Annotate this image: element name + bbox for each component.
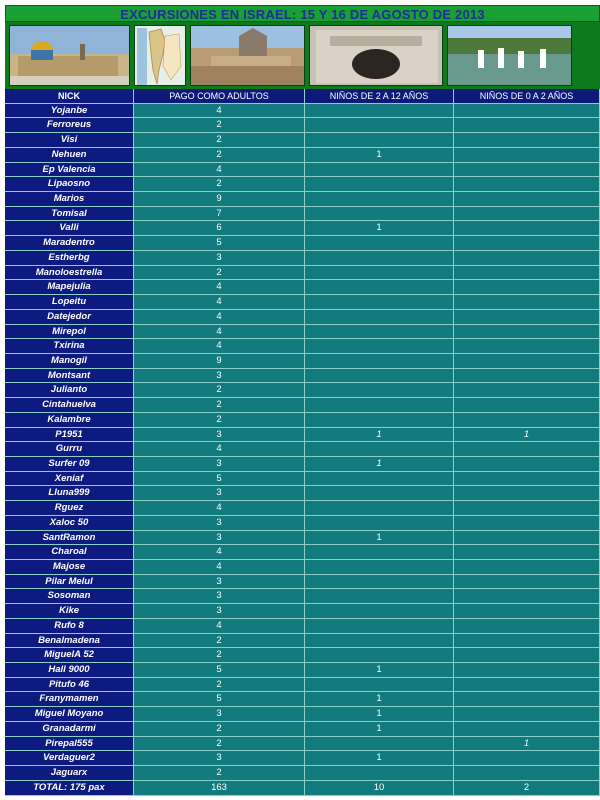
kids-0-2-cell xyxy=(454,663,600,678)
adults-cell: 2 xyxy=(134,148,305,163)
nick-cell: Pirepal555 xyxy=(5,737,134,752)
nick-cell: Mirepol xyxy=(5,325,134,340)
nick-cell: Estherbg xyxy=(5,251,134,266)
nick-cell: Datejedor xyxy=(5,310,134,325)
nick-cell: Kike xyxy=(5,604,134,619)
kids-0-2-cell xyxy=(454,339,600,354)
adults-cell: 3 xyxy=(134,457,305,472)
kids-2-12-cell xyxy=(305,560,454,575)
kids-0-2-cell xyxy=(454,751,600,766)
adults-cell: 3 xyxy=(134,604,305,619)
adults-cell: 2 xyxy=(134,383,305,398)
kids-2-12-cell: 1 xyxy=(305,221,454,236)
adults-cell: 5 xyxy=(134,663,305,678)
kids-0-2-cell xyxy=(454,634,600,649)
kids-0-2-cell xyxy=(454,545,600,560)
kids-2-12-cell xyxy=(305,648,454,663)
kids-2-12-cell xyxy=(305,634,454,649)
kids-2-12-cell xyxy=(305,369,454,384)
kids-2-12-cell xyxy=(305,516,454,531)
kids-0-2-cell xyxy=(454,236,600,251)
kids-2-12-cell xyxy=(305,486,454,501)
kids-0-2-cell xyxy=(454,678,600,693)
adults-cell: 7 xyxy=(134,207,305,222)
kids-0-2-cell xyxy=(454,163,600,178)
adults-cell: 2 xyxy=(134,722,305,737)
kids-2-12-cell xyxy=(305,575,454,590)
adults-cell: 3 xyxy=(134,516,305,531)
kids-0-2-cell xyxy=(454,619,600,634)
adults-cell: 5 xyxy=(134,236,305,251)
nick-cell: Montsant xyxy=(5,369,134,384)
kids-2-12-cell xyxy=(305,104,454,119)
kids-2-12-cell xyxy=(305,192,454,207)
nick-cell: Ep Valencia xyxy=(5,163,134,178)
adults-cell: 2 xyxy=(134,177,305,192)
nick-cell: Gurru xyxy=(5,442,134,457)
adults-cell: 3 xyxy=(134,531,305,546)
kids-2-12-cell: 1 xyxy=(305,751,454,766)
kids-0-2-cell xyxy=(454,442,600,457)
israel-map-image xyxy=(134,25,186,86)
nick-cell: Nehuen xyxy=(5,148,134,163)
adults-cell: 3 xyxy=(134,751,305,766)
adults-cell: 2 xyxy=(134,648,305,663)
nick-cell: Maradentro xyxy=(5,236,134,251)
adults-cell: 2 xyxy=(134,766,305,781)
kids-0-2-cell xyxy=(454,516,600,531)
nick-cell: Franymamen xyxy=(5,692,134,707)
nick-cell: Pitufo 46 xyxy=(5,678,134,693)
adults-cell: 2 xyxy=(134,266,305,281)
kids-2-12-cell xyxy=(305,325,454,340)
kids-0-2-cell xyxy=(454,531,600,546)
kids-0-2-cell xyxy=(454,472,600,487)
sheet-title: EXCURSIONES EN ISRAEL: 15 Y 16 DE AGOSTO DE 2013 xyxy=(120,7,485,22)
nick-cell: Ferroreus xyxy=(5,118,134,133)
nick-cell: Pilar Melul xyxy=(5,575,134,590)
adults-cell: 3 xyxy=(134,251,305,266)
kids-2-12-cell xyxy=(305,236,454,251)
kids-2-12-cell xyxy=(305,545,454,560)
kids-0-2-cell xyxy=(454,457,600,472)
kids-2-12-cell xyxy=(305,398,454,413)
adults-cell: 2 xyxy=(134,398,305,413)
adults-cell: 3 xyxy=(134,707,305,722)
nick-cell: Majose xyxy=(5,560,134,575)
nick-cell: Marios xyxy=(5,192,134,207)
kids-2-12-cell xyxy=(305,383,454,398)
kids-0-2-cell xyxy=(454,501,600,516)
adults-cell: 3 xyxy=(134,589,305,604)
nick-cell: Xeniaf xyxy=(5,472,134,487)
nick-cell: SantRamon xyxy=(5,531,134,546)
kids-0-2-cell xyxy=(454,148,600,163)
kids-2-12-cell xyxy=(305,472,454,487)
kids-2-12-cell xyxy=(305,163,454,178)
adults-cell: 3 xyxy=(134,369,305,384)
nick-cell: Kalambre xyxy=(5,413,134,428)
adults-cell: 5 xyxy=(134,692,305,707)
adults-cell: 4 xyxy=(134,295,305,310)
nick-cell: Verdaguer2 xyxy=(5,751,134,766)
kids-0-2-cell xyxy=(454,266,600,281)
total-kids-2-12-cell: 10 xyxy=(305,781,454,796)
kids-0-2-cell xyxy=(454,295,600,310)
kids-0-2-cell xyxy=(454,118,600,133)
nick-cell: Lopeitu xyxy=(5,295,134,310)
kids-2-12-cell xyxy=(305,251,454,266)
nick-cell: Granadarmi xyxy=(5,722,134,737)
kids-2-12-cell: 1 xyxy=(305,457,454,472)
kids-0-2-cell xyxy=(454,177,600,192)
kids-2-12-cell: 1 xyxy=(305,722,454,737)
kids-2-12-cell xyxy=(305,177,454,192)
kids-0-2-cell xyxy=(454,104,600,119)
kids-0-2-cell xyxy=(454,383,600,398)
nick-cell: Cintahuelva xyxy=(5,398,134,413)
nick-cell: Julianto xyxy=(5,383,134,398)
adults-cell: 2 xyxy=(134,678,305,693)
adults-cell: 2 xyxy=(134,634,305,649)
kids-2-12-cell: 1 xyxy=(305,692,454,707)
adults-cell: 6 xyxy=(134,221,305,236)
kids-2-12-cell xyxy=(305,295,454,310)
kids-2-12-cell xyxy=(305,766,454,781)
nazareth-basilica-photo xyxy=(190,25,305,86)
kids-0-2-cell xyxy=(454,398,600,413)
nick-cell: Valli xyxy=(5,221,134,236)
nick-cell: Lipaosno xyxy=(5,177,134,192)
kids-0-2-cell xyxy=(454,486,600,501)
nick-cell: Rguez xyxy=(5,501,134,516)
adults-cell: 4 xyxy=(134,501,305,516)
nick-cell: Sosoman xyxy=(5,589,134,604)
nick-cell: Jaguarx xyxy=(5,766,134,781)
kids-0-2-cell xyxy=(454,325,600,340)
kids-2-12-cell xyxy=(305,413,454,428)
nick-cell: Charoal xyxy=(5,545,134,560)
kids-2-12-cell xyxy=(305,133,454,148)
kids-2-12-cell xyxy=(305,354,454,369)
adults-cell: 9 xyxy=(134,192,305,207)
kids-0-2-cell xyxy=(454,648,600,663)
adults-cell: 4 xyxy=(134,280,305,295)
nick-cell: Surfer 09 xyxy=(5,457,134,472)
total-adults-cell: 163 xyxy=(134,781,305,796)
kids-2-12-cell xyxy=(305,604,454,619)
nick-cell: Visi xyxy=(5,133,134,148)
adults-cell: 9 xyxy=(134,354,305,369)
kids-2-12-cell: 1 xyxy=(305,531,454,546)
jordan-river-photo xyxy=(447,25,572,86)
kids-0-2-cell xyxy=(454,354,600,369)
nick-cell: Lluna999 xyxy=(5,486,134,501)
photo-strip xyxy=(5,22,600,89)
header-kids-2-12: NIÑOS DE 2 A 12 AÑOS xyxy=(305,89,454,104)
kids-2-12-cell: 1 xyxy=(305,663,454,678)
participants-table xyxy=(5,89,600,796)
kids-0-2-cell xyxy=(454,575,600,590)
nick-cell: Miguel Moyano xyxy=(5,707,134,722)
kids-2-12-cell xyxy=(305,266,454,281)
total-kids-0-2-cell: 2 xyxy=(454,781,600,796)
nick-cell: Rufo 8 xyxy=(5,619,134,634)
nick-cell: Benalmadena xyxy=(5,634,134,649)
adults-cell: 4 xyxy=(134,163,305,178)
adults-cell: 4 xyxy=(134,104,305,119)
nick-cell: Manoloestrella xyxy=(5,266,134,281)
nick-cell: P1951 xyxy=(5,428,134,443)
jerusalem-old-city-photo xyxy=(9,25,130,86)
kids-0-2-cell: 1 xyxy=(454,428,600,443)
kids-0-2-cell xyxy=(454,369,600,384)
nick-cell: MiguelA 52 xyxy=(5,648,134,663)
kids-0-2-cell xyxy=(454,560,600,575)
kids-2-12-cell xyxy=(305,207,454,222)
kids-2-12-cell xyxy=(305,501,454,516)
total-nick-cell: TOTAL: 175 pax xyxy=(5,781,134,796)
kids-0-2-cell xyxy=(454,221,600,236)
kids-2-12-cell xyxy=(305,339,454,354)
kids-0-2-cell xyxy=(454,280,600,295)
kids-2-12-cell xyxy=(305,442,454,457)
kids-2-12-cell xyxy=(305,280,454,295)
nick-cell: Hall 9000 xyxy=(5,663,134,678)
kids-2-12-cell xyxy=(305,619,454,634)
adults-cell: 4 xyxy=(134,560,305,575)
adults-cell: 4 xyxy=(134,545,305,560)
nick-cell: Manogil xyxy=(5,354,134,369)
nick-cell: Txirina xyxy=(5,339,134,354)
header-kids-0-2: NIÑOS DE 0 A 2 AÑOS xyxy=(454,89,600,104)
kids-2-12-cell xyxy=(305,310,454,325)
kids-0-2-cell xyxy=(454,192,600,207)
kids-0-2-cell xyxy=(454,413,600,428)
adults-cell: 4 xyxy=(134,310,305,325)
kids-2-12-cell: 1 xyxy=(305,148,454,163)
adults-cell: 4 xyxy=(134,619,305,634)
kids-2-12-cell xyxy=(305,678,454,693)
kids-0-2-cell: 1 xyxy=(454,737,600,752)
capernaum-stone-photo xyxy=(309,25,443,86)
adults-cell: 2 xyxy=(134,737,305,752)
adults-cell: 5 xyxy=(134,472,305,487)
kids-2-12-cell: 1 xyxy=(305,707,454,722)
kids-0-2-cell xyxy=(454,589,600,604)
excursion-sheet xyxy=(5,5,600,796)
nick-cell: Xaloc 50 xyxy=(5,516,134,531)
adults-cell: 2 xyxy=(134,133,305,148)
kids-0-2-cell xyxy=(454,722,600,737)
kids-0-2-cell xyxy=(454,692,600,707)
kids-0-2-cell xyxy=(454,133,600,148)
kids-0-2-cell xyxy=(454,707,600,722)
adults-cell: 4 xyxy=(134,442,305,457)
header-nick: NICK xyxy=(5,89,134,104)
adults-cell: 4 xyxy=(134,325,305,340)
kids-0-2-cell xyxy=(454,604,600,619)
nick-cell: Tomisal xyxy=(5,207,134,222)
kids-0-2-cell xyxy=(454,251,600,266)
adults-cell: 2 xyxy=(134,118,305,133)
adults-cell: 3 xyxy=(134,428,305,443)
kids-2-12-cell xyxy=(305,589,454,604)
kids-2-12-cell xyxy=(305,737,454,752)
adults-cell: 3 xyxy=(134,575,305,590)
kids-0-2-cell xyxy=(454,207,600,222)
adults-cell: 3 xyxy=(134,486,305,501)
kids-0-2-cell xyxy=(454,766,600,781)
adults-cell: 4 xyxy=(134,339,305,354)
title-bar xyxy=(5,5,600,22)
kids-2-12-cell: 1 xyxy=(305,428,454,443)
nick-cell: Yojanbe xyxy=(5,104,134,119)
kids-0-2-cell xyxy=(454,310,600,325)
nick-cell: Mapejulia xyxy=(5,280,134,295)
adults-cell: 2 xyxy=(134,413,305,428)
header-adults: PAGO COMO ADULTOS xyxy=(134,89,305,104)
kids-2-12-cell xyxy=(305,118,454,133)
